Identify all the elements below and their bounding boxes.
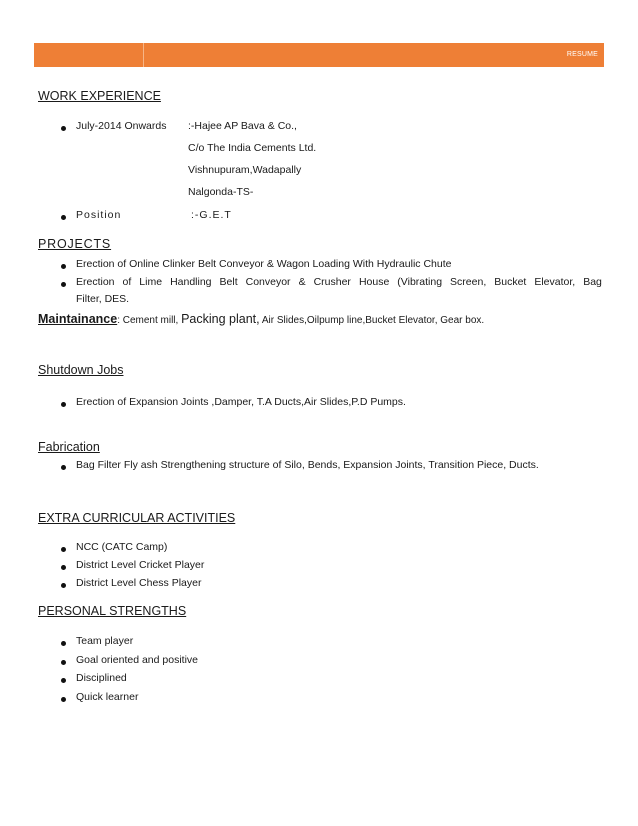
shutdown-heading: Shutdown Jobs	[38, 363, 124, 377]
word: Bag	[583, 276, 602, 288]
word: Lime	[139, 276, 163, 288]
maintainance-text: Packing plant,	[181, 312, 260, 326]
strengths-heading: PERSONAL STRENGTHS	[38, 604, 187, 618]
word: of	[122, 276, 132, 288]
word: Handling	[170, 276, 212, 288]
header-divider	[143, 43, 144, 67]
word: Erection	[76, 276, 115, 288]
bullet	[61, 402, 66, 407]
extra-item: District Level Cricket Player	[76, 559, 205, 571]
bullet	[61, 641, 66, 646]
projects-heading: PROJECTS	[38, 237, 112, 251]
bullet	[61, 565, 66, 570]
project-item-line: Filter, DES.	[76, 293, 130, 305]
work-experience-heading: WORK EXPERIENCE	[38, 89, 161, 103]
bullet	[61, 678, 66, 683]
header-bar	[34, 43, 604, 67]
word: (Vibrating	[397, 276, 443, 288]
maintainance-text: : Cement mill,	[117, 315, 182, 326]
bullet	[61, 282, 66, 287]
fabrication-item: Bag Filter Fly ash Strengthening structure of Silo, Bends, Expansion Joints, Transition Piece, Ducts.	[76, 459, 539, 471]
project-item: Erection of Online Clinker Belt Conveyor & Wagon Loading With Hydraulic Chute	[76, 258, 452, 270]
extra-heading: EXTRA CURRICULAR ACTIVITIES	[38, 511, 236, 525]
word: Bucket	[494, 276, 527, 288]
strength-item: Quick learner	[76, 691, 139, 703]
bullet	[61, 465, 66, 470]
bullet	[61, 547, 66, 552]
word: Crusher	[313, 276, 351, 288]
extra-item: District Level Chess Player	[76, 577, 202, 589]
word: &	[298, 276, 306, 288]
fabrication-heading: Fabrication	[38, 440, 100, 454]
bullet	[61, 583, 66, 588]
extra-item: NCC (CATC Camp)	[76, 541, 168, 553]
work-entry-line: :-Hajee AP Bava & Co.,	[188, 120, 297, 132]
maintainance-text: Air Slides,Oilpump line,Bucket Elevator, Gear box.	[259, 315, 485, 326]
word: House	[358, 276, 390, 288]
position-value: :-G.E.T	[191, 209, 232, 221]
position-key: Position	[76, 209, 122, 221]
header-label: RESUME	[566, 51, 598, 58]
bullet	[61, 697, 66, 702]
work-entry-line: Nalgonda-TS-	[188, 186, 254, 198]
word: Elevator,	[534, 276, 576, 288]
word: Screen,	[450, 276, 487, 288]
bullet	[61, 126, 66, 131]
bullet	[61, 264, 66, 269]
work-entry-line: C/o The India Cements Ltd.	[188, 142, 317, 154]
maintainance-label: Maintainance	[38, 312, 118, 326]
work-entry-line: Vishnupuram,Wadapally	[188, 164, 302, 176]
bullet	[61, 660, 66, 665]
shutdown-item: Erection of Expansion Joints ,Damper, T.A Ducts,Air Slides,P.D Pumps.	[76, 396, 406, 408]
strength-item: Team player	[76, 635, 134, 647]
project-item-line	[76, 276, 602, 288]
word: Belt	[219, 276, 238, 288]
maintainance-line	[38, 312, 484, 326]
strength-item: Goal oriented and positive	[76, 654, 198, 666]
bullet	[61, 215, 66, 220]
strength-item: Disciplined	[76, 672, 127, 684]
word: Conveyor	[245, 276, 291, 288]
work-entry-key: July-2014 Onwards	[76, 120, 167, 132]
